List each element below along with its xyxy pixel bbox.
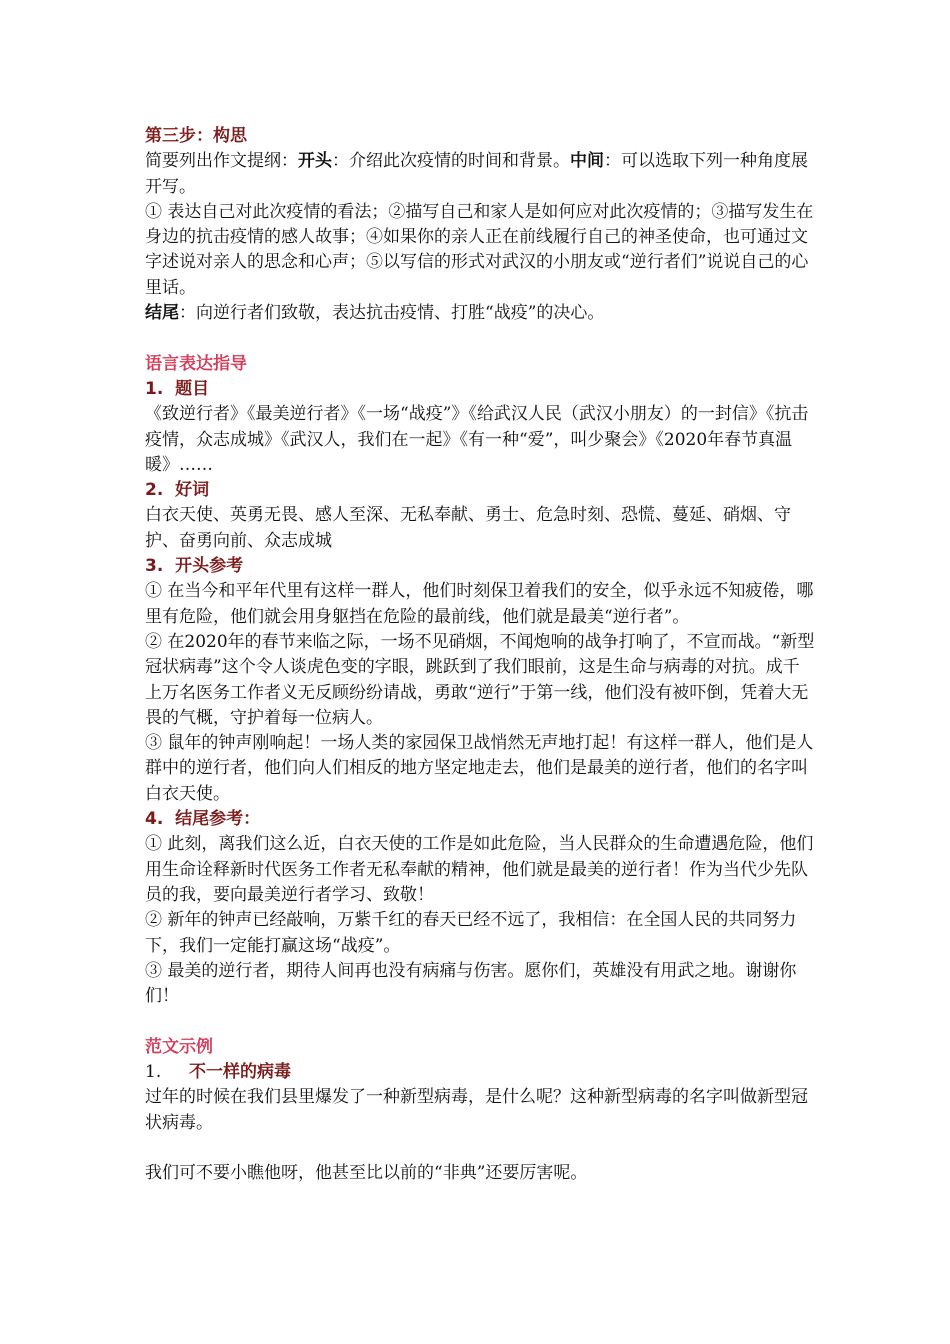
angles-paragraph: ① 表达自己对此次疫情的看法；②描写自己和家人是如何应对此次疫情的；③描写发生在身边的抗击疫情的感人故事；④如果你的亲人正在前线履行自己的神圣使命，也可通过文字述说对亲人的思念和心声；⑤以写信的形式对武汉的小朋友或“逆行者们”说说自己的心里话。: [145, 201, 814, 298]
sample-title-text: 不一样的病毒: [189, 1061, 291, 1082]
sample-heading: 范文示例: [145, 1036, 213, 1057]
opening-ref-item: ② 在2020年的春节来临之际，一场不见硝烟，不闻炮响的战争打响了，不宣而战。“新型冠状病毒”这个令人谈虎色变的字眼，跳跃到了我们眼前，这是生命与病毒的对抗。成千上万名医务工作者义无反顾纷纷请战，勇敢“逆行”于第一线，他们没有被吓倒，凭着大无畏的气概，守护着每一位病人。: [145, 631, 815, 728]
ending-ref-item: ② 新年的钟声已经敲响，万紫千红的春天已经不远了，我相信：在全国人民的共同努力下，我们一定能打赢这场“战疫”。: [145, 910, 797, 956]
ending-ref-item: ③ 最美的逆行者，期待人间再也没有病痛与伤害。愿你们，英雄没有用武之地。谢谢你们！: [145, 960, 797, 1007]
words-heading: 2. 好词: [145, 480, 210, 501]
titles-text: 《致逆行者》《最美逆行者》《一场“战疫”》《给武汉人民（武汉小朋友）的一封信》《抗击疫情，众志成城》《武汉人，我们在一起》《有一种“爱”，叫少聚会》《2020年春节真温暖》……: [145, 404, 809, 475]
words-text: 白衣天使、英勇无畏、感人至深、无私奉献、勇士、危急时刻、恐慌、蔓延、硝烟、守护、奋勇向前、众志成城: [145, 505, 791, 551]
ending-text: ：向逆行者们致敬，表达抗击疫情、打胜“战疫”的决心。: [179, 303, 605, 324]
outline-intro: 简要列出作文提纲：: [145, 151, 298, 172]
opening-label: 开头: [298, 151, 332, 172]
ending-ref-item: ① 此刻，离我们这么近，白衣天使的工作是如此危险，当人民群众的生命遭遇危险，他们用生命诠释新时代医务工作者无私奉献的精神，他们就是最美的逆行者！作为当代少先队员的我，要向最美逆行者学习、致敬！: [145, 834, 814, 905]
ending-ref-heading: 4. 结尾参考：: [145, 809, 261, 830]
spacer: [145, 1136, 815, 1161]
ending-label: 结尾: [145, 303, 179, 324]
spacer: [145, 326, 815, 351]
opening-text: ：介绍此次疫情的时间和背景。: [332, 151, 570, 172]
guide-heading: 语言表达指导: [145, 353, 247, 374]
outline-paragraph: [145, 149, 815, 200]
opening-ref-heading: 3. 开头参考: [145, 556, 244, 577]
step3-heading: 第三步：构思: [145, 126, 247, 146]
titles-heading: 1. 题目: [145, 378, 210, 399]
document-page: [145, 124, 815, 1186]
sample-title: [145, 1060, 815, 1085]
opening-ref-item: ① 在当今和平年代里有这样一群人，他们时刻保卫着我们的安全，似乎永远不知疲倦，哪里有危险，他们就会用身躯挡在危险的最前线，他们就是最美“逆行者”。: [145, 581, 814, 627]
sample-paragraph: 过年的时候在我们县里爆发了一种新型病毒，是什么呢？这种新型病毒的名字叫做新型冠状病毒。: [145, 1087, 808, 1133]
sample-number: 1.: [145, 1061, 162, 1082]
spacer: [145, 1009, 815, 1034]
middle-label: 中间: [570, 151, 604, 172]
sample-paragraph: 我们可不要小瞧他呀，他甚至比以前的“非典”还要厉害呢。: [145, 1163, 588, 1184]
ending-paragraph: [145, 301, 815, 326]
middle-text: ：可以选取下列一种角度展开写。: [145, 151, 808, 197]
opening-ref-item: ③ 鼠年的钟声刚响起！一场人类的家园保卫战悄然无声地打起！有这样一群人，他们是人群中的逆行者，他们向人们相反的地方坚定地走去，他们是最美的逆行者，他们的名字叫白衣天使。: [145, 733, 814, 804]
